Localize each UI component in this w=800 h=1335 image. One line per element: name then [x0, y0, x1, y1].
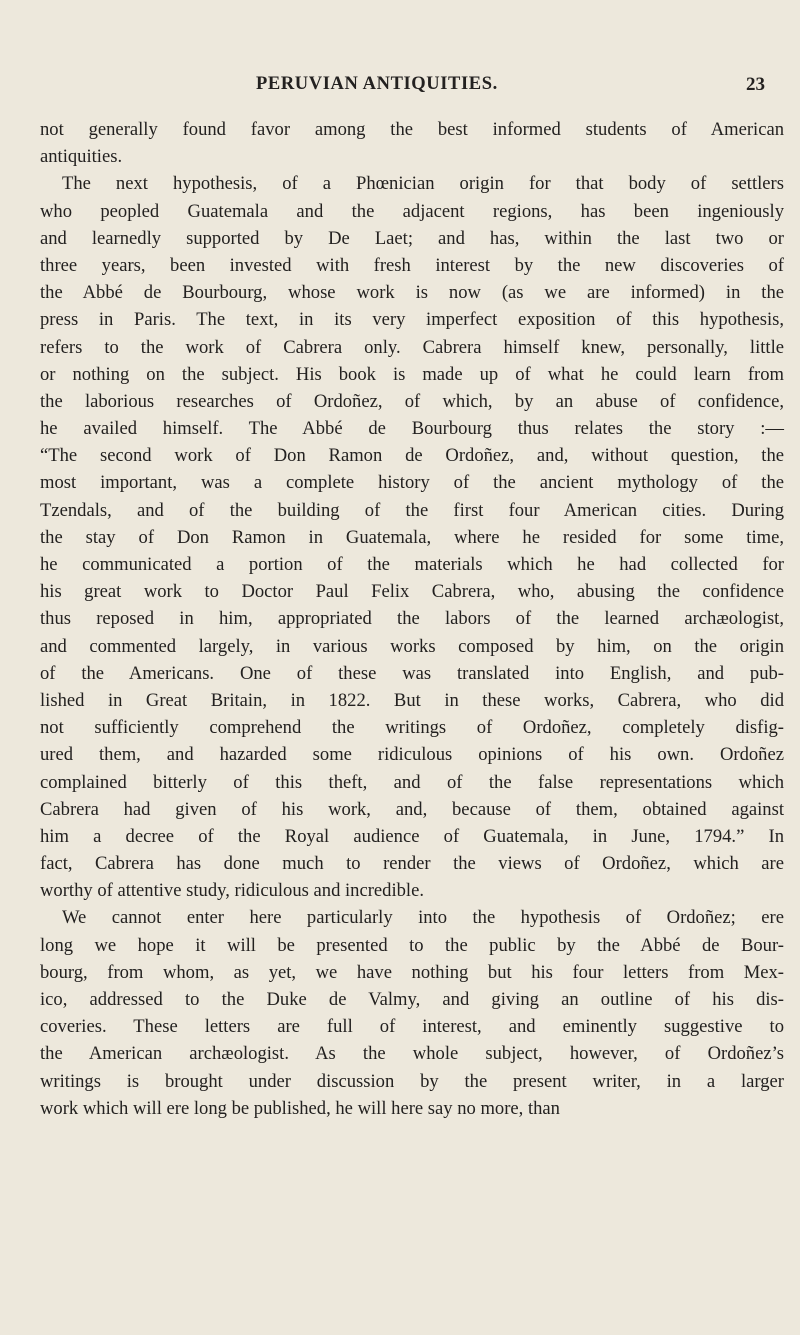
text-line: who peopled Guatemala and the adjacent regions, has been ingeniously — [40, 200, 784, 222]
text-line: or nothing on the subject. His book is made up of what he could learn from — [40, 363, 784, 385]
text-line: Tzendals, and of the building of the first four American cities. During — [40, 499, 784, 521]
text-line: antiquities. — [40, 146, 123, 168]
text-line: coveries. These letters are full of interest, and eminently suggestive to — [40, 1016, 784, 1038]
text-line: and learnedly supported by De Laet; and has, within the last two or — [40, 227, 784, 249]
text-line: he communicated a portion of the materials which he had collected for — [40, 554, 784, 575]
text-line: complained bitterly of this theft, and of the false representations which — [40, 771, 784, 793]
text-line: “The second work of Don Ramon de Ordoñez, and, without question, the — [40, 445, 784, 467]
text-line: We cannot enter here particularly into the hypothesis of Ordoñez; ere — [62, 907, 784, 929]
text-line: writings is brought under discussion by the present writer, in a larger — [40, 1070, 784, 1092]
text-line: fact, Cabrera has done much to render the views of Ordoñez, which are — [40, 853, 784, 875]
text-line: refers to the work of Cabrera only. Cabrera himself knew, personally, little — [40, 336, 784, 358]
page-number: 23 — [746, 74, 765, 95]
text-line: Cabrera had given of his work, and, because of them, obtained against — [40, 798, 784, 820]
text-line: The next hypothesis, of a Phœnician origin for that body of settlers — [62, 173, 784, 195]
text-line: most important, was a complete history of the ancient mythology of the — [40, 472, 784, 494]
text-line: ured them, and hazarded some ridiculous opinions of his own. Ordoñez — [40, 744, 784, 766]
text-line: the American archæologist. As the whole subject, however, of Ordoñez’s — [40, 1043, 784, 1065]
text-line: the laborious researches of Ordoñez, of which, by an abuse of confidence, — [40, 390, 784, 412]
text-line: thus reposed in him, appropriated the labors of the learned archæologist, — [40, 608, 784, 630]
text-line: the Abbé de Bourbourg, whose work is now (as we are informed) in the — [40, 282, 784, 304]
running-title: PERUVIAN ANTIQUITIES. — [256, 74, 498, 94]
text-line: not sufficiently comprehend the writings of Ordoñez, completely disfig- — [40, 717, 784, 739]
paragraph — [40, 904, 784, 1122]
text-line: of the Americans. One of these was translated into English, and pub- — [40, 662, 784, 684]
running-head — [0, 74, 800, 104]
text-line: the stay of Don Ramon in Guatemala, where he resided for some time, — [40, 526, 784, 548]
text-line: not generally found favor among the best informed students of American — [40, 119, 784, 140]
text-line: lished in Great Britain, in 1822. But in these works, Cabrera, who did — [40, 689, 784, 711]
text-line: press in Paris. The text, in its very imperfect exposition of this hypothesis, — [40, 309, 784, 331]
text-line: bourg, from whom, as yet, we have nothing but his four letters from Mex- — [40, 961, 784, 983]
text-line: and commented largely, in various works composed by him, on the origin — [40, 635, 784, 657]
text-line: his great work to Doctor Paul Felix Cabrera, who, abusing the confidence — [40, 581, 784, 603]
body-text — [40, 116, 784, 1122]
text-line: long we hope it will be presented to the public by the Abbé de Bour- — [40, 934, 784, 956]
text-line: he availed himself. The Abbé de Bourbourg thus relates the story :— — [40, 418, 784, 440]
text-line: him a decree of the Royal audience of Guatemala, in June, 1794.” In — [40, 825, 784, 847]
text-line: three years, been invested with fresh interest by the new discoveries of — [40, 254, 784, 276]
text-line: work which will ere long be published, he will here say no more, than — [40, 1097, 560, 1119]
paragraph — [40, 116, 784, 170]
text-line: worthy of attentive study, ridiculous and incredible. — [40, 880, 425, 902]
paragraph — [40, 170, 784, 904]
text-line: ico, addressed to the Duke de Valmy, and giving an outline of his dis- — [40, 989, 784, 1010]
